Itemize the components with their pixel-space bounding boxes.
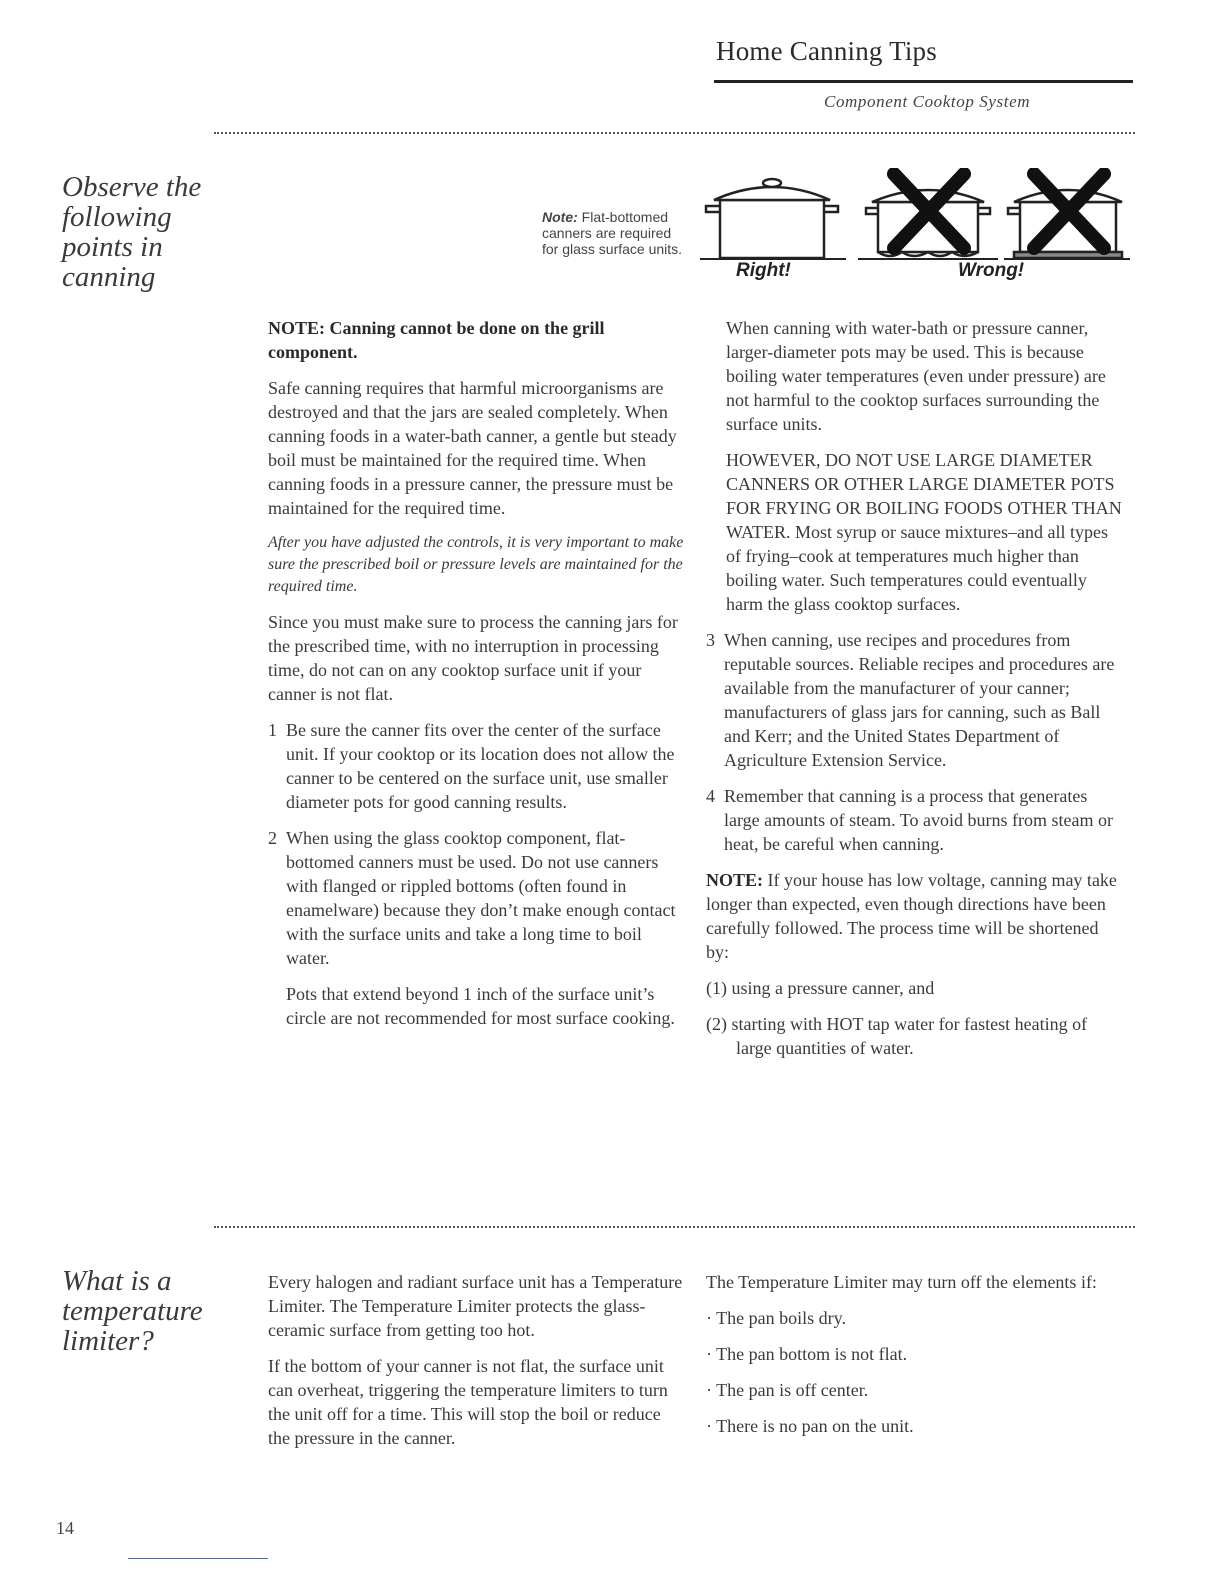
paragraph: The Temperature Limiter may turn off the elements if: <box>706 1272 1097 1292</box>
list-text: Be sure the canner fits over the center of the surface unit. If your cooktop or its location does not allow the canner to be centered on the surface unit, use smaller diameter pots for good canning results. <box>286 720 675 812</box>
figure-note-text: Flat-bottomed canners are required for glass surface units. <box>542 209 683 257</box>
list-number: 1 <box>268 720 277 740</box>
bullet-item: · The pan boils dry. <box>706 1308 846 1328</box>
note-label: NOTE: <box>706 870 764 890</box>
canning-left-column <box>268 316 686 1042</box>
figure-note-label: Note: <box>542 209 578 225</box>
limiter-right-column <box>706 1270 1122 1450</box>
paragraph: When canning with water-bath or pressure canner, larger-diameter pots may be used. This is because boiling water temperatures (even under pressure) are not harmful to the cooktop surfaces surrounding the surface units. <box>726 318 1106 434</box>
canner-illustration <box>700 168 1130 264</box>
list-item <box>268 718 686 814</box>
option-item: (2) starting with HOT tap water for fastest heating of large quantities of water. <box>706 1014 1088 1058</box>
page-title: Home Canning Tips <box>716 36 937 66</box>
caption-wrong: Wrong! <box>958 260 1025 281</box>
page-subtitle: Component Cooktop System <box>824 92 1031 111</box>
option-item: (1) using a pressure canner, and <box>706 978 935 998</box>
paragraph: If the bottom of your canner is not flat, the surface unit can overheat, triggering the temperature limiters to turn the unit off for a time. This will stop the boil or reduce the pressure in the canner. <box>268 1356 668 1448</box>
title-rule <box>714 80 1133 83</box>
paragraph: Pots that extend beyond 1 inch of the surface unit’s circle are not recommended for most surface cooking. <box>286 984 675 1028</box>
italic-note: After you have adjusted the controls, it is very important to make sure the prescribed boil or pressure levels are maintained for the required time. <box>268 534 684 595</box>
footer-link-line <box>128 1558 268 1559</box>
paragraph: Every halogen and radiant surface unit has a Temperature Limiter. The Temperature Limiter protects the glass-ceramic surface from getting too hot. <box>268 1272 683 1340</box>
canning-right-column <box>706 316 1122 1072</box>
list-text: When canning, use recipes and procedures from reputable sources. Reliable recipes and procedures are available from the manufacturer of your canner; manufacturers of glass jars for canning, such as Ball and Kerr; and the United States Department of Agriculture Extension Service. <box>724 630 1115 770</box>
list-item <box>706 628 1122 772</box>
section-divider-top <box>214 132 1135 134</box>
limiter-left-column <box>268 1270 686 1462</box>
caption-right: Right! <box>736 260 791 281</box>
list-number: 3 <box>706 630 715 650</box>
list-item <box>706 784 1122 856</box>
section-heading-limiter: What is a temperature limiter? <box>62 1265 203 1357</box>
warning-paragraph <box>726 448 1122 616</box>
flat-canner-icon <box>706 179 838 258</box>
note-text: If your house has low voltage, canning may take longer than expected, even though directions have been carefully followed. The process time will be shortened by: <box>706 870 1117 962</box>
paragraph: Safe canning requires that harmful microorganisms are destroyed and that the jars are sealed completely. When canning foods in a water-bath canner, a gentle but steady boil must be maintained for the required time. When canning foods in a pressure canner, the pressure must be maintained for the required time. <box>268 378 677 518</box>
grill-note: NOTE: Canning cannot be done on the grill component. <box>268 318 605 362</box>
section-divider-middle <box>214 1226 1135 1228</box>
warning-caps: HOWEVER, DO NOT USE LARGE DIAMETER CANNERS OR OTHER LARGE DIAMETER POTS FOR FRYING OR BOILING FOODS OTHER THAN WATER. <box>726 450 1122 542</box>
section-heading-canning: Observe the following points in canning <box>62 171 202 293</box>
bullet-item: · There is no pan on the unit. <box>706 1416 914 1436</box>
list-item <box>268 826 686 970</box>
list-number: 2 <box>268 828 277 848</box>
figure-note <box>542 209 687 257</box>
bullet-item: · The pan bottom is not flat. <box>706 1344 908 1364</box>
bullet-item: · The pan is off center. <box>706 1380 869 1400</box>
paragraph: Since you must make sure to process the canning jars for the prescribed time, with no interruption in processing time, do not can on any cooktop surface unit if your canner is not flat. <box>268 612 678 704</box>
list-text: When using the glass cooktop component, flat-bottomed canners must be used. Do not use canners with flanged or rippled bottoms (often found in enamelware) because they don’t make enough contact with the surface units and take a long time to boil water. <box>286 828 676 968</box>
voltage-note <box>706 868 1122 964</box>
list-text: Remember that canning is a process that generates large amounts of steam. To avoid burns from steam or heat, be careful when canning. <box>724 786 1113 854</box>
list-number: 4 <box>706 786 715 806</box>
warning-rest: Most syrup or sauce mixtures–and all types of frying–cook at temperatures much higher than boiling water. Such temperatures could eventually harm the glass cooktop surfaces. <box>726 522 1108 614</box>
page-number: 14 <box>56 1518 74 1538</box>
